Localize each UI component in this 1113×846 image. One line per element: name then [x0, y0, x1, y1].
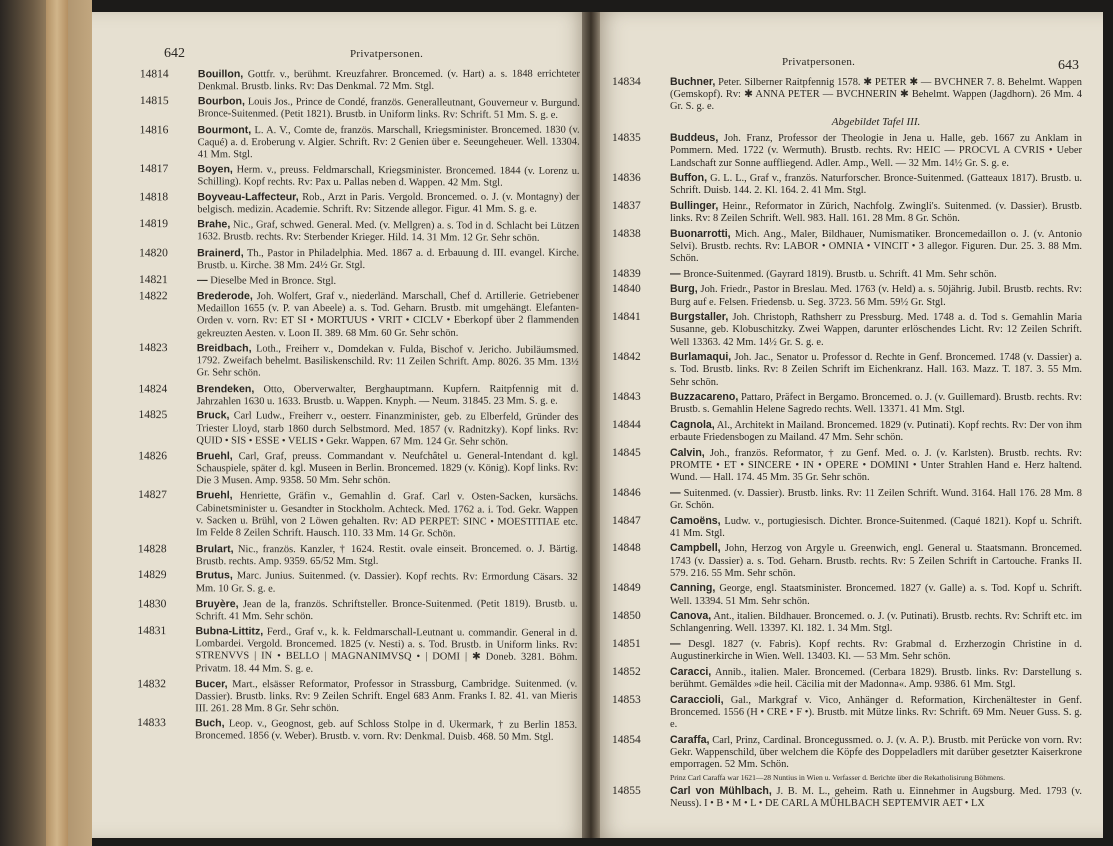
- catalog-entry: [612, 694, 1082, 732]
- entry-number: 14850: [612, 610, 641, 623]
- entry-name: Bruehl,: [196, 450, 233, 463]
- entry-description: Gal., Markgraf v. Vico, Anhänger d. Reformation, Kirchenältester in Genf. Broncemed. 1556 (H • CRE • F •). Brustb. mit Mütze links. Rv: Schrift. 69 Mm. Neuer Guss. S. g. e.: [670, 694, 1082, 730]
- entry-name: Brahe,: [197, 218, 231, 231]
- right-page-number: 643: [1058, 58, 1079, 73]
- entry-body: [198, 123, 580, 161]
- catalog-entry: [137, 717, 577, 744]
- entry-body: [670, 666, 1082, 691]
- entry-number: 14849: [612, 582, 641, 595]
- background-edge: [1103, 12, 1113, 838]
- catalog-entry: [138, 409, 578, 449]
- entry-body: [670, 391, 1082, 416]
- entry-number: 14842: [612, 351, 641, 364]
- entry-number: 14829: [137, 569, 167, 582]
- entry-description: Desgl. 1827 (v. Fabris). Kopf rechts. Rv: Grabmal d. Erzherzogin Christine in d. Augustinerkirche in Wien. Well. 13403. Kl. — 53 Mm. Sehr schön.: [670, 638, 1082, 663]
- catalog-entry: [139, 191, 579, 217]
- entry-name: Brederode,: [196, 290, 253, 303]
- catalog-entry: [139, 274, 579, 289]
- entry-name: Canning,: [670, 582, 716, 595]
- entry-number: 14815: [139, 94, 169, 107]
- catalog-entry: [139, 342, 579, 382]
- catalog-entry: [612, 734, 1082, 783]
- entry-name: Buonarrotti,: [670, 227, 731, 240]
- entry-number: 14818: [139, 191, 169, 204]
- catalog-entry: [612, 515, 1082, 540]
- entry-body: [670, 172, 1082, 197]
- entry-number: 14834: [612, 76, 641, 88]
- catalog-entry: [138, 450, 578, 488]
- entry-description: Nic., französ. Kanzler, † 1624. Restit. ovale einseit. Broncemed. o. J. Bärtig. Brustb. rechts. Amp. 9359. 65/52 Mm. Stgl.: [195, 543, 578, 568]
- entry-name: Boyveau-Laffecteur,: [197, 191, 299, 204]
- entry-body: [195, 678, 577, 716]
- entry-number: 14841: [612, 311, 641, 324]
- catalog-entry: [612, 610, 1082, 635]
- entry-description: Pattaro, Präfect in Bergamo. Broncemed. o. J. (v. Guillemard). Brustb. rechts. Rv: Brustb. s. Gemahlin Helene Sagredo rechts. Well. 13371. 41 Mm. Stgl.: [670, 392, 1082, 416]
- entry-body: [670, 132, 1082, 170]
- entry-name: Buchner,: [670, 76, 716, 88]
- entry-name: Brainerd,: [197, 247, 244, 260]
- entry-body: [670, 228, 1082, 266]
- catalog-entry: [139, 382, 579, 408]
- entry-name: Bourbon,: [197, 95, 245, 108]
- catalog-entry: [140, 95, 580, 122]
- entry-name: —: [670, 486, 681, 499]
- left-page: [92, 12, 590, 838]
- entry-body: [197, 382, 579, 408]
- entry-body: [670, 638, 1082, 663]
- entry-name: Carl von Mühlbach,: [670, 784, 772, 797]
- entry-body: [197, 290, 579, 340]
- entry-name: Bucer,: [195, 678, 228, 691]
- entry-description: Carl, Prinz, Cardinal. Broncegussmed. o. J. (v. A. P.). Brustb. mit Perücke von vorn. Rv: Gekr. Wappenschild, über welchem die Köpfe des Doppeladlers mit darüber gesetzter Kaiserkrone emporragen. 52 Mm. Schön.: [670, 734, 1082, 770]
- entry-name: Burgstaller,: [670, 311, 729, 324]
- entry-number: 14817: [139, 162, 169, 175]
- entry-name: Boyen,: [197, 162, 233, 175]
- entry-description: Annib., italien. Maler. Broncemed. (Cerbara 1829). Brustb. links. Rv: Darstellung s. berühmt. Gemäldes »die heil. Cäcilia mit der Madonna«. Amp. 9386. 61 Mm. Stgl.: [670, 666, 1082, 690]
- entry-description: Marc. Junius. Suitenmed. (v. Dassier). Kopf rechts. Rv: Ermordung Cäsars. 32 Mm. 10 Gr. S. g. e.: [195, 570, 578, 595]
- catalog-entry: [139, 218, 579, 245]
- entry-description: Nic., Graf, schwed. General. Med. (v. Mellgren) a. s. Tod in d. Schlacht bei Lützen 1632. Brustb. rechts. Rv: Sterbender Krieger. Hild. 14. 31 Mm. 12 Gr. Sehr schön.: [197, 219, 580, 245]
- entry-body: [670, 351, 1082, 389]
- entry-number: 14844: [612, 418, 641, 431]
- catalog-entry: [612, 200, 1082, 225]
- entry-body: [670, 200, 1082, 225]
- entry-description: Ludw. v., portugiesisch. Dichter. Bronce-Suitenmed. (Caqué 1821). Kopf u. Schrift. 41 Mm. Stgl.: [670, 515, 1082, 539]
- entry-number: 14832: [137, 678, 166, 691]
- entry-description: Al., Architekt in Mailand. Broncemed. 1829 (v. Putinati). Kopf rechts. Rv: Der von ihm erbaute Friedensbogen zu Mailand. 47 Mm. Sehr schön.: [670, 419, 1083, 444]
- entry-description: G. L. L., Graf v., französ. Naturforscher. Bronce-Suitenmed. (Gatteaux 1817). Brustb. u. Schrift. Duisb. 144. 2. Kl. 164. 2. 41 Mm. Stgl.: [670, 173, 1082, 197]
- entry-name: Bruyère,: [195, 598, 239, 611]
- entry-description: Ferd., Graf v., k. k. Feldmarschall-Leutnant u. commandir. General in d. Lombardei. Vergold. Broncemed. 1825 (v. Nesti) a. s. Tod. Brustb. in Uniform links. Rv: STRENVVS | IN • BELLO | MAGNANIMVSQ • | DOMI | ✱ Doneb. 3281. Böhm. Privatm. 18. 44 Mm. S. g. e.: [195, 626, 578, 675]
- catalog-entry: [140, 123, 580, 161]
- catalog-entry: [138, 569, 578, 596]
- entry-body: [196, 570, 578, 597]
- entry-number: 14822: [138, 290, 168, 303]
- entry-name: Brulart,: [195, 542, 234, 555]
- catalog-entry: [612, 172, 1082, 197]
- entry-body: [670, 447, 1082, 485]
- entry-body: [196, 410, 578, 449]
- entry-number: 14851: [612, 637, 641, 650]
- entry-name: Caracci,: [670, 665, 712, 678]
- entry-description: Carl Ludw., Freiherr v., oesterr. Finanzminister, geb. zu Elberfeld, Gründer des Triester Lloyd, starb 1860 durch Selbstmord. Med. 1857 (v. Radnitzky). Kopf links. Rv: QUID • SIS • ESSE • VELIS • Gekr. Wappen. 67 Mm. 124 Gr. Sehr schön.: [196, 410, 579, 448]
- plate-reference: Abgebildet Tafel III.: [831, 116, 921, 128]
- entry-body: [670, 283, 1082, 308]
- entry-number: 14835: [612, 132, 641, 145]
- entry-body: [670, 785, 1082, 810]
- entry-number: 14839: [612, 267, 641, 280]
- entry-description: L. A. V., Comte de, französ. Marschall, Kriegsminister. Broncemed. 1830 (v. Caqué) a. d. Eroberung v. Algier. Schrift. Rv: 2 Genien über e. Seeungeheuer. Well. 13304. 41 Mm. Stgl.: [197, 124, 580, 161]
- entry-name: Bourmont,: [197, 123, 252, 136]
- entry-number: 14854: [612, 733, 641, 746]
- entry-name: Burg,: [670, 283, 698, 296]
- entry-name: —: [670, 267, 681, 280]
- entry-description: Peter. Silberner Raitpfennig 1578. ✱ PETER ✱ — BVCHNER 7. 8. Behelmt. Wappen (Gemskopf). Rv: ✱ ANNA PETER — BVCHNERIN ✱ Behelmt. Wappen (Jagdhorn). 26 Mm. 4 Gr. S. g. e.: [670, 77, 1082, 113]
- entry-number: 14848: [612, 542, 641, 555]
- entry-description: George, engl. Staatsminister. Broncemed. 1827 (v. Galle) a. s. Tod. Kopf u. Schrift. Well. 13394. 51 Mm. Sehr schön.: [670, 583, 1082, 607]
- entry-description: Leop. v., Geognost, geb. auf Schloss Stolpe in d. Ukermark, † zu Berlin 1853. Broncemed. 1856 (v. Weber). Brustb. v. vorn. Rv: Denkmal. Duisb. 468. 50 Mm. Stgl.: [195, 718, 578, 744]
- entry-name: —: [197, 274, 208, 287]
- entry-number: 14855: [612, 784, 641, 797]
- entry-number: 14830: [137, 598, 167, 611]
- entry-description: Mich. Ang., Maler, Bildhauer, Numismatiker. Broncemedaillon o. J. (v. Antonio Selvi). Brustb. rechts. Rv: LABOR • OMNIA • VINCIT • 3 allegor. Figuren. Dur. 25. 3. 88 Mm. Schön.: [670, 228, 1082, 265]
- entry-footnote: Prinz Carl Caraffa war 1621—28 Nuntius in Wien u. Verfasser d. Berichte über die Rekatholisirung Böhmens.: [670, 773, 1006, 783]
- catalog-entry: [612, 638, 1082, 663]
- entry-body: [670, 515, 1082, 540]
- entry-name: Bruck,: [196, 409, 230, 422]
- entry-name: Bubna-Littitz,: [195, 625, 264, 638]
- catalog-entry: [140, 68, 580, 94]
- entry-name: Buddeus,: [670, 132, 719, 145]
- entry-name: Bouillon,: [197, 68, 244, 81]
- entry-body: [197, 247, 579, 273]
- entry-name: Burlamaqui,: [670, 351, 732, 364]
- entry-name: Brendeken,: [196, 382, 255, 395]
- entry-number: 14828: [137, 542, 167, 555]
- catalog-entry: [612, 582, 1082, 607]
- entry-name: Caraffa,: [670, 733, 710, 746]
- entry-description: Th., Pastor in Philadelphia. Med. 1867 a. d. Erbauung d. III. evangel. Kirche. Brustb. u. Kirche. 38 Mm. 24½ Gr. Stgl.: [197, 247, 580, 272]
- catalog-entry: [137, 625, 577, 677]
- catalog-entry: [138, 489, 578, 541]
- catalog-entry: [612, 447, 1082, 485]
- entry-number: 14821: [139, 273, 168, 286]
- entry-description: Loth., Freiherr v., Domdekan v. Fulda, Bischof v. Jericho. Jubiläumsmed. 1792. Zweifach behelmt. Basiliskenschild. Rv: 11 Zeilen Schrift. Amp. 8026. 35 Mm. 13½ Gr. Sehr schön.: [196, 343, 579, 379]
- entry-body: [196, 542, 578, 568]
- catalog-entry: [612, 228, 1082, 266]
- entry-description: John, Herzog von Argyle u. Greenwich, engl. General u. Staatsmann. Broncemed. 1743 (v. Dassier) a. s. Tod. Geharn. Brustb. rechts. Rv: 5 Zeilen Schrift in Cartouche. Franks II. 579. 216. 55 Mm. Sehr schön.: [670, 543, 1082, 579]
- entry-description: Henriette, Gräfin v., Gemahlin d. Graf. Carl v. Osten-Sacken, kursächs. Cabinetsminister u. Gesandter in Stockholm. Achteck. Med. 1762 a. i. Tod. Gekr. Wappen v. Sacken u. Brühl, von 2 Löwen gehalten. Rv: AD PERPET: SINC • MOESTITIAE etc. Im Felde 8 Zeilen Schrift. Hausch. 110. 33 Mm. 14 Gr. Schön.: [195, 490, 579, 540]
- entry-number: 14852: [612, 665, 641, 678]
- entry-name: Campbell,: [670, 542, 721, 555]
- entry-description: Joh. Friedr., Pastor in Breslau. Med. 1763 (v. Held) a. s. 50jährig. Jubil. Brustb. rechts. Rv: Burg auf e. Felsen. Friedensb. u. Seg. 3723. 56 Mm. 59½ Gr. Stgl.: [670, 284, 1082, 308]
- entry-number: 14836: [612, 172, 641, 185]
- catalog-entry: [612, 268, 1082, 281]
- entry-number: 14847: [612, 514, 641, 527]
- entry-body: [670, 311, 1082, 349]
- right-page-entries: [612, 76, 1082, 812]
- entry-body: [670, 694, 1082, 732]
- entry-name: Breidbach,: [196, 341, 252, 355]
- entry-description: Ant., italien. Bildhauer. Broncemed. o. J. (v. Putinati). Brustb. rechts. Rv: Schrift etc. im Schlangenring. Well. 13397. Kl. 182. 1. 34 Mm. Stgl.: [670, 611, 1082, 635]
- entry-number: 14846: [612, 486, 641, 499]
- entry-description: Joh. Franz, Professor der Theologie in Jena u. Halle, geb. 1667 zu Anklam in Pommern. Med. 1722 (v. Wermuth). Brustb. rechts. Rv: HEIC — PROCVL A CVRIS • Ueber Landschaft zur Sonne auffliegend. Adler. Amp., Well. — 32 Mm. 14½ Gr. S. g. e.: [670, 133, 1082, 169]
- entry-body: [196, 490, 578, 541]
- entry-description: Joh. Jac., Senator u. Professor d. Rechte in Genf. Broncemed. 1748 (v. Dassier) a. s. Tod. Brustb. links. Rv: 8 Zeilen Schrift im Eichenkranz. Hall. 163. Mazz. T. 187. 3. 55 Mm. Sehr schön.: [670, 352, 1082, 388]
- entry-body: [197, 342, 579, 381]
- entry-number: 14838: [612, 227, 641, 240]
- catalog-entry: [612, 132, 1082, 170]
- entry-number: 14840: [612, 283, 641, 296]
- catalog-entry: [138, 598, 578, 624]
- catalog-entry: [139, 247, 579, 273]
- entry-number: 14853: [612, 693, 641, 706]
- entry-body: [670, 582, 1082, 607]
- catalog-entry: [612, 391, 1082, 416]
- catalog-entry: [612, 666, 1082, 691]
- entry-number: 14837: [612, 200, 641, 212]
- entry-description: Joh., französ. Reformator, † zu Genf. Med. o. J. (v. Karlsten). Brustb. rechts. Rv: PROMTE • ET • SINCERE • IN • OPERE • DOMINI • Unter Strahlen Hand e. Herz haltend. Wund. — Hall. 174. 45 Mm. 35 Gr. Sehr schön.: [670, 447, 1082, 484]
- entry-name: Cagnola,: [670, 418, 715, 431]
- entry-description: Suitenmed. (v. Dassier). Brustb. links. Rv: 11 Zeilen Schrift. Wund. 3164. Hall 176. 28 Mm. 8 Gr. Schön.: [670, 487, 1082, 511]
- entry-description: Jean de la, französ. Schriftsteller. Bronce-Suitenmed. (Petit 1819). Brustb. u. Schrift. 41 Mm. Sehr schön.: [195, 598, 578, 623]
- catalog-entry: [612, 351, 1082, 389]
- left-page-entries: [137, 67, 580, 747]
- catalog-entry: [612, 311, 1082, 349]
- entry-number: 14843: [612, 391, 641, 404]
- entry-body: [670, 610, 1082, 635]
- entry-body: [198, 68, 580, 94]
- entry-number: 14826: [138, 450, 167, 463]
- entry-name: Buch,: [195, 717, 225, 730]
- entry-description: Mart., elsässer Reformator, Professor in Strassburg, Cambridge. Suitenmed. (v. Dassier). Brustb. links. Rv: 9 Zeilen Schrift. Engel 683 Anm. Franks I. 82. 41. van Mieris III. 261. 28 Mm. 8 Gr. Sehr schön.: [195, 678, 578, 715]
- entry-description: Carl, Graf, preuss. Commandant v. Neufchâtel u. General-Intendant d. kgl. Schauspiele, später d. kgl. Museen in Berlin. Broncemed. 1829 (v. König). Kopf links. Rv: Die 3 Musen. Amp. 9358. 50 Mm. Sehr schön.: [196, 450, 579, 488]
- entry-number: 14827: [138, 489, 167, 502]
- entry-number: 14845: [612, 446, 641, 459]
- catalog-entry: [612, 542, 1082, 580]
- entry-number: 14820: [139, 247, 168, 260]
- entry-body: [197, 163, 579, 190]
- left-running-head: Privatpersonen.: [350, 48, 424, 60]
- entry-name: Bullinger,: [670, 200, 719, 212]
- catalog-entry: [612, 487, 1082, 512]
- entry-description: Joh. Wolfert, Graf v., niederländ. Marschall, Chef d. Artillerie. Getriebener Medaillon 1655 (v. P. van Abeele) a. s. Tod. Geharn. Brustb. mit umgehängt. Elefanten-Orden v. vorn. Rv: ET SI • MORTUUS • VRIT • CICLV • Eberkopf über 2 flammenden gekreuzten Aesten. v. Loon II. 389. 68 Mm. 60 Gr. Sehr schön.: [196, 290, 579, 340]
- entry-name: Bruehl,: [196, 489, 233, 502]
- catalog-entry: [612, 283, 1082, 308]
- entry-description: Herm. v., preuss. Feldmarschall, Kriegsminister. Broncemed. 1844 (v. Lorenz u. Schilling). Kopf rechts. Rv: Pax u. Pallas neben d. Wappen. 42 Mm. Stgl.: [197, 164, 580, 189]
- entry-name: Caraccioli,: [670, 693, 724, 706]
- entry-body: [670, 487, 1082, 512]
- book-spine-strip: [46, 0, 68, 846]
- entry-description: Rob., Arzt in Paris. Vergold. Broncemed. o. J. (v. Montagny) der belgisch. medizin. Academie. Schrift. Rv: Sitzende allegor. Figur. 41 Mm. S. g. e.: [197, 191, 580, 216]
- entry-body: [197, 218, 579, 245]
- entry-body: [670, 268, 1082, 281]
- entry-body: [670, 542, 1082, 580]
- entry-description: Louis Jos., Prince de Condé, französ. Generalleutnant, Gouverneur v. Burgund. Bronce-Suitenmed. (Petit 1821). Brustb. in Uniform links. Rv: Schrift. 51 Mm. S. g. e.: [197, 96, 580, 121]
- entry-number: 14814: [139, 68, 169, 81]
- left-page-number: 642: [164, 46, 185, 61]
- entry-description: Dieselbe Med in Bronce. Stgl.: [210, 275, 337, 287]
- entry-number: 14831: [137, 624, 167, 638]
- catalog-entry: [612, 419, 1082, 444]
- entry-number: 14833: [137, 717, 166, 730]
- entry-description: Bronce-Suitenmed. (Gayrard 1819). Brustb. u. Schrift. 41 Mm. Sehr schön.: [683, 268, 997, 280]
- entry-body: [197, 191, 579, 217]
- entry-number: 14823: [138, 341, 168, 354]
- entry-description: J. B. M. L., geheim. Rath u. Einnehmer in Augsburg. Med. 1793 (v. Neuss). I • B • M • L • DE CARL A MÜHLBACH SEPTEMVIR AET • LX: [670, 785, 1082, 809]
- entry-body: [195, 717, 577, 744]
- entry-name: Brutus,: [195, 569, 233, 582]
- entry-name: Buzzacareno,: [670, 391, 739, 404]
- catalog-entry: [137, 678, 577, 716]
- entry-body: [196, 450, 578, 488]
- entry-name: Canova,: [670, 610, 712, 623]
- entry-body: [198, 95, 580, 122]
- right-running-head: Privatpersonen.: [782, 56, 856, 68]
- entry-number: 14816: [139, 123, 169, 136]
- entry-number: 14824: [138, 382, 168, 395]
- book-gutter: [582, 12, 600, 838]
- entry-description: Gottfr. v., berühmt. Kreuzfahrer. Broncemed. (v. Hart) a. s. 1848 errichteter Denkmal. Brustb. links. Rv: Das Denkmal. 72 Mm. Stgl.: [197, 68, 580, 93]
- entry-body: [196, 598, 578, 624]
- right-page: [590, 12, 1103, 838]
- entry-description: Otto, Oberverwalter, Berghauptmann. Kupfern. Raitpfennig mit d. Jahrzahlen 1630 u. 1633. Brustb. u. Wappen. Knyph. — Neum. 31845. 23 Mm. S. g. e.: [196, 383, 579, 408]
- entry-body: [670, 419, 1082, 444]
- entry-name: Buffon,: [670, 172, 708, 185]
- catalog-entry: [612, 785, 1082, 810]
- entry-body: [195, 625, 577, 676]
- entry-body: [670, 734, 1082, 783]
- entry-number: 14825: [138, 409, 168, 422]
- entry-description: Heinr., Reformator in Zürich, Nachfolg. Zwingli's. Suitenmed. (v. Dassier). Brustb. links. Rv: 8 Zeilen Schrift. Well. 983. Hall. 161. 28 Mm. 8 Gr. Schön.: [670, 201, 1082, 225]
- catalog-entry: [612, 76, 1082, 114]
- entry-name: Calvin,: [670, 446, 705, 459]
- catalog-entry: [139, 290, 579, 341]
- entry-body: [197, 274, 579, 289]
- entry-description: Joh. Christoph, Rathsherr zu Pressburg. Med. 1748 a. d. Tod s. Gemahlin Maria Susanne, geb. Klobuschitzky. Zwei Wappen, darunter erlöschendes Licht. Rv: 12 Zeilen Schrift. Well 13363. 42 Mm. 14½ Gr. S. g. e.: [670, 312, 1082, 348]
- catalog-entry: [139, 163, 579, 190]
- entry-body: [670, 76, 1082, 114]
- entry-name: Camoëns,: [670, 514, 721, 527]
- entry-name: —: [670, 637, 681, 650]
- entry-number: 14819: [139, 218, 169, 231]
- catalog-entry: [138, 542, 578, 568]
